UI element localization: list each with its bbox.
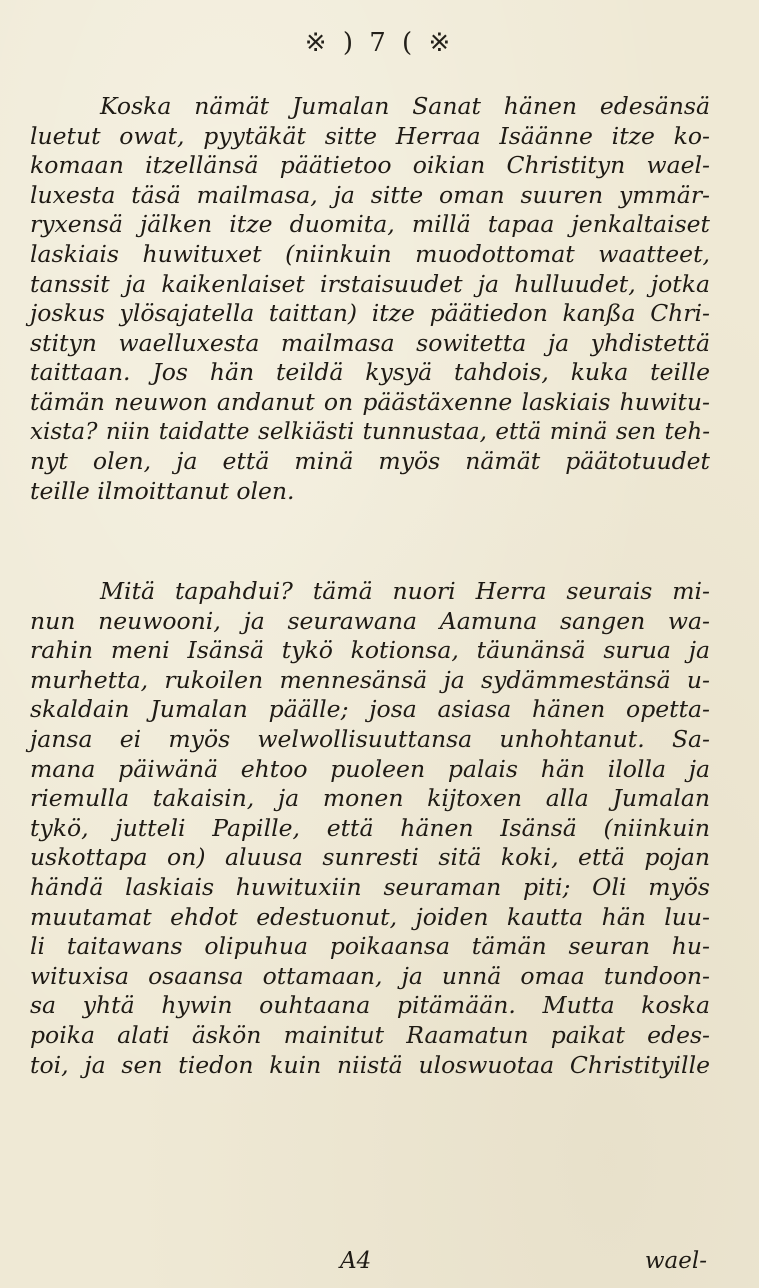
text-line: luetut owat, pyytäkät sitte Herraa Isäänne itze ko- (30, 121, 710, 150)
text-line: nun neuwooni, ja seurawana Aamuna sangen wa- (30, 606, 710, 635)
text-line: tykö, jutteli Papille, että hänen Isänsä (niinkuin (30, 813, 710, 842)
page-header: ※ ) 7 ( ※ (304, 28, 455, 58)
text-line: li taitawans olipuhua poikaansa tämän seuran hu- (30, 932, 710, 961)
catchword: wael- (644, 1248, 707, 1274)
text-line: rahin meni Isänsä tykö kotionsa, täunänsä surua ja (30, 636, 710, 665)
text-line: joskus ylösajatella taittan) itze päätiedon kanßa Chri- (30, 299, 710, 328)
text-line: murhetta, rukoilen mennesänsä ja sydämmestänsä u- (30, 665, 710, 694)
text-line: muutamat ehdot edestuonut, joiden kautta hän luu- (30, 902, 710, 931)
paragraph-1 (30, 92, 710, 506)
text-line: stityn waelluxesta mailmasa sowitetta ja yhdistettä (30, 328, 710, 357)
text-line: uskottapa on) aluusa sunresti sitä koki, että pojan (30, 843, 710, 872)
text-line: skaldain Jumalan päälle; josa asiasa hänen opetta- (30, 695, 710, 724)
text-line: jansa ei myös welwollisuuttansa unhohtanut. Sa- (30, 724, 710, 753)
paragraph-2 (30, 577, 710, 1080)
text-line: wituxisa osaansa ottamaan, ja unnä omaa tundoon- (30, 961, 710, 990)
text-line: toi, ja sen tiedon kuin niistä uloswuotaa Christityille (30, 1050, 710, 1079)
text-line: komaan itzellänsä päätietoo oikian Christityn wael- (30, 151, 710, 180)
text-line: nyt olen, ja että minä myös nämät päätotuudet (30, 447, 710, 476)
text-line: tanssit ja kaikenlaiset irstaisuudet ja hulluudet, jotka (30, 269, 710, 298)
text-line: mana päiwänä ehtoo puoleen palais hän ilolla ja (30, 754, 710, 783)
signature-mark: A4 (340, 1248, 372, 1274)
text-line: teille ilmoittanut olen. (30, 476, 295, 505)
text-line: sa yhtä hywin ouhtaana pitämään. Mutta koska (30, 991, 710, 1020)
text-line: xista? niin taidatte selkiästi tunnustaa, että minä sen teh- (30, 418, 710, 445)
text-line: laskiais huwituxet (niinkuin muodottomat waatteet, (30, 239, 710, 268)
text-line: taittaan. Jos hän teildä kysyä tahdois, kuka teille (30, 358, 710, 387)
text-line: tämän neuwon andanut on päästäxenne laskiais huwitu- (30, 387, 710, 416)
text-line: Koska nämät Jumalan Sanat hänen edesänsä (100, 92, 710, 120)
page-footer (0, 1248, 759, 1278)
text-line: luxesta täsä mailmasa, ja sitte oman suuren ymmär- (30, 180, 710, 209)
text-line: händä laskiais huwituxiin seuraman piti; Oli myös (30, 872, 710, 901)
text-line: Mitä tapahdui? tämä nuori Herra seurais mi- (100, 577, 710, 605)
text-line: ryxensä jälken itze duomita, millä tapaa jenkaltaiset (30, 210, 710, 239)
text-line: riemulla takaisin, ja monen kijtoxen alla Jumalan (30, 784, 710, 813)
text-line: poika alati äskön mainitut Raamatun paikat edes- (30, 1020, 710, 1049)
